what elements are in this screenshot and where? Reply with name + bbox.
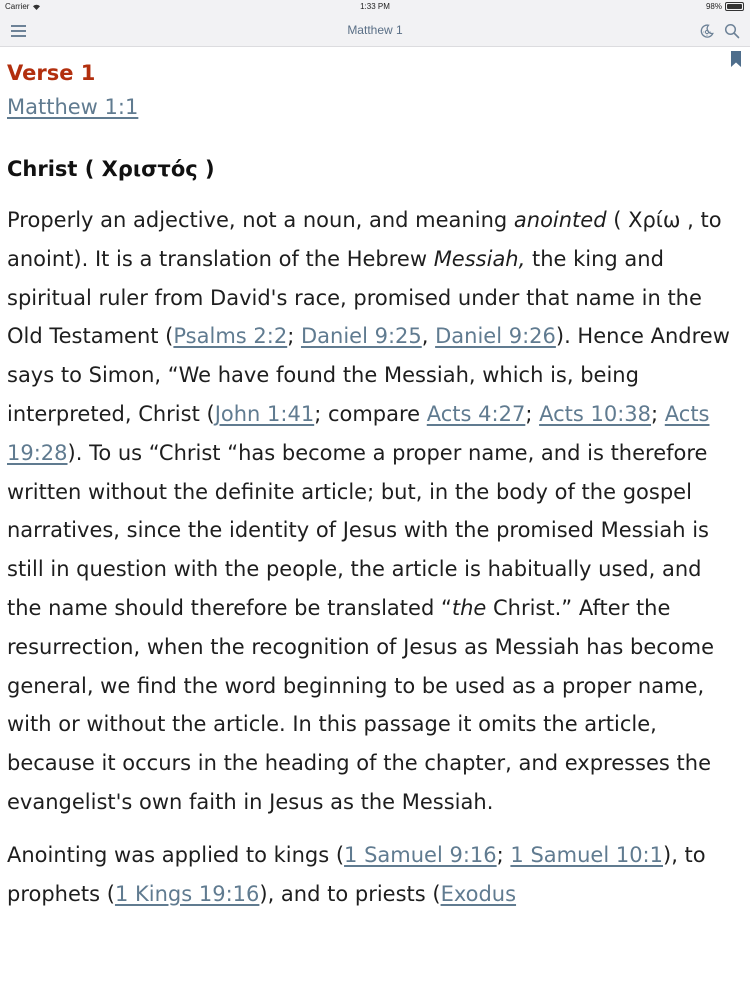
scripture-link[interactable]: John 1:41	[214, 401, 315, 426]
text-segment: ;	[496, 842, 511, 867]
italic-text: the	[451, 595, 487, 620]
scripture-link[interactable]: 1 Kings 19:16	[114, 881, 260, 906]
verse-reference-link[interactable]: Matthew 1:1	[7, 95, 139, 119]
term-heading: Christ ( Χριστός )	[7, 157, 215, 181]
scripture-link[interactable]: Acts 10:38	[539, 401, 652, 426]
italic-text: anointed	[513, 208, 607, 232]
text-segment: Properly an adjective, not a noun, and meaning	[7, 208, 514, 232]
battery-percent: 98%	[705, 2, 722, 11]
battery-icon	[725, 2, 744, 11]
text-segment: the king and spiritual ruler from David's race, promised under that name in the Old Testament (	[7, 246, 702, 349]
battery-status	[706, 2, 744, 11]
scripture-link[interactable]: Acts 4:27	[426, 401, 526, 426]
text-segment: ; compare	[314, 401, 427, 426]
text-segment: ), and to priests (	[259, 881, 441, 906]
navigation-bar	[0, 16, 750, 47]
scripture-link[interactable]: Psalms 2:2	[173, 324, 288, 349]
verse-heading: Verse 1	[7, 61, 96, 85]
search-icon[interactable]	[724, 23, 740, 39]
scripture-link[interactable]: 1 Samuel 10:1	[510, 842, 663, 867]
commentary-paragraph	[7, 836, 742, 914]
text-segment: Anointing was applied to kings (	[7, 842, 345, 867]
text-segment: ). To us “Christ “has become a proper name, and is therefore written without the definite article; but, in the body of the gospel narratives, since the identity of Jesus with the promised Messiah is still in question with the people, the article is habitually used, and the name should therefore be translated “	[7, 440, 709, 620]
scripture-link[interactable]: Daniel 9:25	[300, 324, 422, 349]
text-segment: ;	[525, 401, 540, 426]
text-segment: ;	[287, 324, 301, 349]
page-title: Matthew 1	[347, 23, 403, 37]
text-segment: ( Χρίω , to anoint). It is a translation of the Hebrew	[7, 208, 722, 271]
text-segment: ). Hence Andrew says to Simon, “We have found the Messiah, which is, being interpreted, Christ (	[7, 324, 730, 426]
italic-text: Messiah,	[433, 246, 526, 271]
commentary-paragraph	[7, 201, 742, 822]
scripture-link[interactable]: 1 Samuel 9:16	[344, 842, 497, 867]
scripture-link[interactable]: Acts 19:28	[7, 401, 710, 465]
status-time: 1:33 PM	[360, 2, 390, 11]
status-bar	[0, 0, 750, 16]
text-segment: Christ.” After the resurrection, when the recognition of Jesus as Messiah has become general, we find the word beginning to be used as a proper name, with or without the article. In this passage it omits the article, because it occurs in the heading of the chapter, and expresses the evangelist's own faith in Jesus as the Messiah.	[7, 595, 715, 814]
night-mode-icon[interactable]	[699, 23, 715, 39]
carrier-label: Carrier	[5, 2, 30, 11]
text-segment: ;	[651, 401, 665, 426]
text-segment: ,	[421, 324, 436, 349]
battery-level	[727, 4, 742, 9]
text-segment: ), to prophets (	[7, 842, 706, 906]
scripture-link[interactable]: Exodus	[440, 881, 517, 906]
commentary-content	[7, 52, 742, 913]
scripture-link[interactable]: Daniel 9:26	[435, 324, 556, 349]
